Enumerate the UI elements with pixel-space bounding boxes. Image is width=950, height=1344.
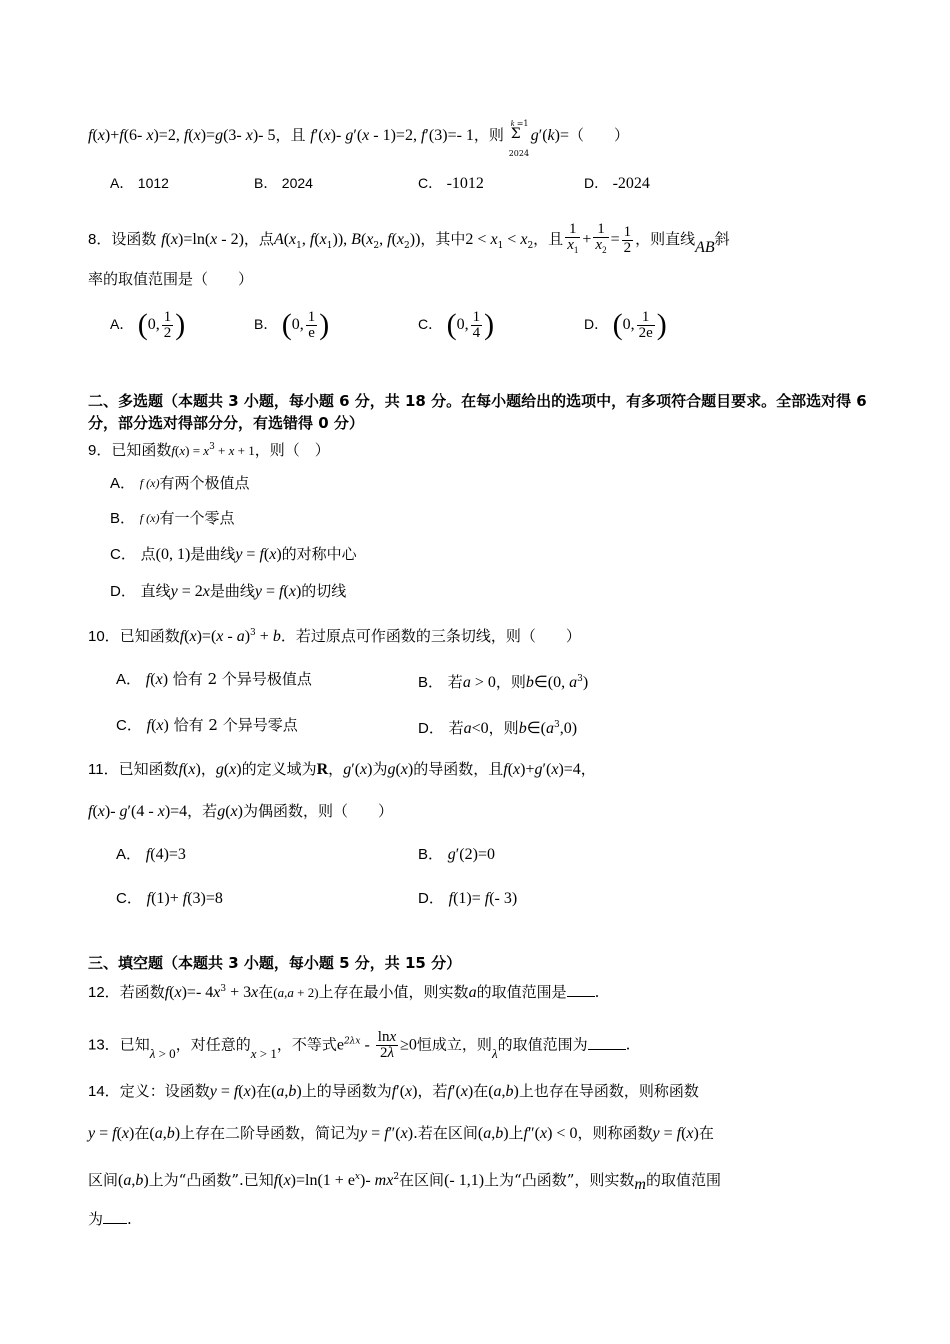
q11-option-b[interactable]: B． g′(2)=0 (418, 846, 495, 863)
q10-option-a[interactable]: A． f(x) 恰有 2 个异号极值点 (116, 670, 312, 688)
q13-stem: 13．已知λ > 0，对任意的x > 1，不等式$e^{2\lambda x}$ - $\frac{\ln x}{2\lambda}$ ≥0恒成立，则λ的取值范围为 . (88, 1029, 631, 1061)
q12-answer-blank[interactable] (567, 982, 595, 997)
q7-option-b[interactable]: B． 2024 (254, 175, 313, 191)
q9-option-a[interactable]: A． $^{f (x)}$有两个极值点 (110, 474, 250, 492)
q12-stem: 12．若函数f(x)=- $4x^3 + 3x$在(a,a + 2)上存在最小值，则实数a的取值范围是 . (88, 983, 600, 1001)
q9-stem: 9．已知函数$f(x) = x^3 + x + 1$，则（ ） (88, 441, 330, 459)
q13-answer-blank[interactable] (588, 1035, 626, 1050)
q8-stem-line2: 率的取值范围是（ ） (88, 270, 254, 288)
q10-option-b[interactable]: B． 若a > 0，则b∈(0, $a^3$) (418, 673, 589, 691)
q10-option-d[interactable]: D． 若a<0，则$b\in(a^3,0)$ (418, 719, 578, 737)
q7-stem: f(x)+f(6- x)=2, f(x)=g(3- x)- 5，且 f′(x)- g′(x - 1)=2, f′(3)=- 1，则 k =1 Σ 2024 g′(k)=（ ） (88, 119, 630, 158)
summation-symbol: k =1 Σ 2024 (508, 119, 530, 158)
q11-option-a[interactable]: A． f(4)=3 (116, 846, 186, 863)
q7-stem-suffix: ，则 (473, 126, 504, 144)
q10-option-c[interactable]: C． f(x) 恰有 2 个异号零点 (116, 716, 298, 734)
q8-option-b[interactable]: B． (0, $\frac{1}{e}$ ) (254, 308, 330, 341)
q11-option-c[interactable]: C． f(1)+ f(3)=8 (116, 890, 223, 907)
q14-answer-blank[interactable] (103, 1209, 127, 1224)
q9-option-c[interactable]: C． 点(0, 1)是曲线y = f(x)的对称中心 (110, 545, 357, 563)
section2-heading: 二、多选题（本题共 3 小题，每小题 6 分，共 18 分。在每小题给出的选项中，有多项符合题目要求。全部选对得 6 分，部分选对得部分分，有选错得 0 分） (88, 392, 867, 432)
q14-line4: 为 . (88, 1210, 132, 1228)
q9-option-d[interactable]: D． 直线y = 2x是曲线y = f(x)的切线 (110, 582, 347, 600)
q7-option-a[interactable]: A． 1012 (110, 175, 169, 191)
q8-option-c[interactable]: C． (0, $\frac{1}{4}$ ) (418, 308, 495, 341)
q8-option-a[interactable]: A． (0, $\frac{1}{2}$ ) (110, 308, 186, 341)
q11-option-d[interactable]: D． f(1)= f(- 3) (418, 890, 518, 907)
section3-heading: 三、填空题（本题共 3 小题，每小题 5 分，共 15 分） (88, 954, 462, 972)
q8-option-d[interactable]: D． (0, $\frac{1}{2e}$ ) (584, 308, 667, 341)
q8-stem: 8．设函数 f(x)=ln(x - 2)，点$A(x_1$, $f(x_1)$), $B(x_2$, $f(x_2)$)，其中$2 < x_1 < x_2$，且 $\frac{1}{x_1}$ + $\frac{1}{x_2}$ = $\frac{1}{2}$ ，则直线AB斜 (88, 221, 730, 256)
q14-line1: 14．定义：设函数y = f(x)在(a,b)上的导函数为f′(x)，若f′(x)在(a,b)上也存在导函数，则称函数 (88, 1082, 699, 1100)
q14-line3: 区间(a,b)上为“凸函数”.已知$f(x)=\ln(1 + e^x)-$ $mx^2$在区间(- 1,1)上为“凸函数”，则实数m的取值范围 (88, 1171, 721, 1193)
q11-stem-line1: 11．已知函数f(x)，g(x)的定义域为R，g′(x)为g(x)的导函数，且f(x)+g′(x)=4， (88, 760, 596, 778)
q7-option-c[interactable]: C． -1012 (418, 175, 484, 192)
q7-option-d[interactable]: D． -2024 (584, 175, 650, 192)
q14-line2: y = f(x)在(a,b)上存在二阶导函数，简记为y = f″(x).若在区间(a,b)上f″(x) < 0，则称函数y = f(x)在 (88, 1124, 714, 1142)
q9-option-b[interactable]: B． $^{f (x)}$有一个零点 (110, 509, 235, 527)
q11-stem-line2: f(x)- g′(4 - x)=4，若g(x)为偶函数，则（ ） (88, 802, 393, 820)
q10-stem: 10．已知函数f(x)=(x - a)$^3$ + b．若过原点可作函数的三条切线，则（ ） (88, 627, 581, 645)
